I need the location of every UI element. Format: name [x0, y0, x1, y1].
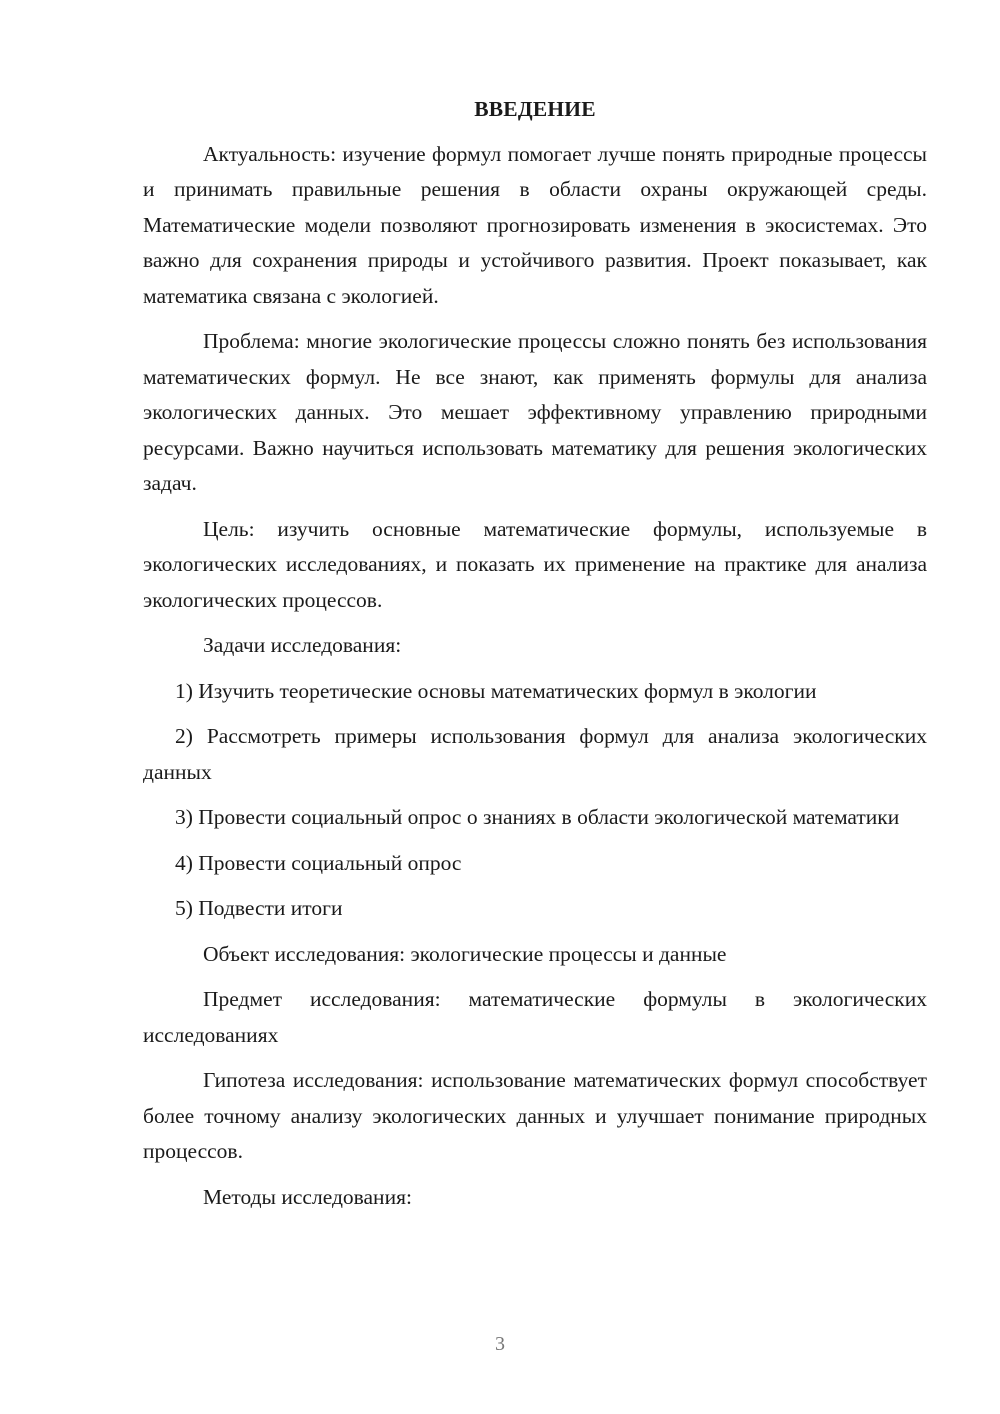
hypothesis-paragraph: Гипотеза исследования: использование математических формул способствует более точному анализу экологических данных и улучшает понимание природных процессов.	[143, 1068, 927, 1163]
problem-paragraph: Проблема: многие экологические процессы сложно понять без использования математических формул. Не все знают, как применять формулы для анализа экологических данных. Это мешает эффективному управлению природными ресурсами. Важно научиться использовать математику для решения экологических задач.	[143, 329, 927, 495]
subject-paragraph: Предмет исследования: математические формулы в экологических исследованиях	[143, 987, 927, 1047]
task-item: 4) Провести социальный опрос	[175, 850, 462, 875]
page-content	[143, 92, 927, 1225]
section-title: ВВЕДЕНИЕ	[474, 97, 596, 121]
task-item: 3) Провести социальный опрос о знаниях в области экологической математики	[175, 805, 900, 829]
methods-heading: Методы исследования:	[203, 1184, 412, 1209]
page-number: 3	[495, 1333, 505, 1355]
relevance-paragraph: Актуальность: изучение формул помогает лучше понять природные процессы и принимать правильные решения в области охраны окружающей среды. Математические модели позволяют прогнозировать изменения в экосистемах. Это важно для сохранения природы и устойчивого развития. Проект показывает, как математика связана с экологией.	[143, 141, 927, 308]
task-item: 1) Изучить теоретические основы математических формул в экологии	[175, 678, 817, 703]
tasks-heading: Задачи исследования:	[203, 633, 402, 657]
task-item: 5) Подвести итоги	[175, 896, 343, 920]
object-paragraph: Объект исследования: экологические процессы и данные	[203, 941, 727, 966]
goal-paragraph: Цель: изучить основные математические формулы, используемые в экологических исследованиях, и показать их применение на практике для анализа экологических процессов.	[143, 516, 927, 612]
task-item: 2) Рассмотреть примеры использования формул для анализа экологических данных	[143, 724, 927, 784]
